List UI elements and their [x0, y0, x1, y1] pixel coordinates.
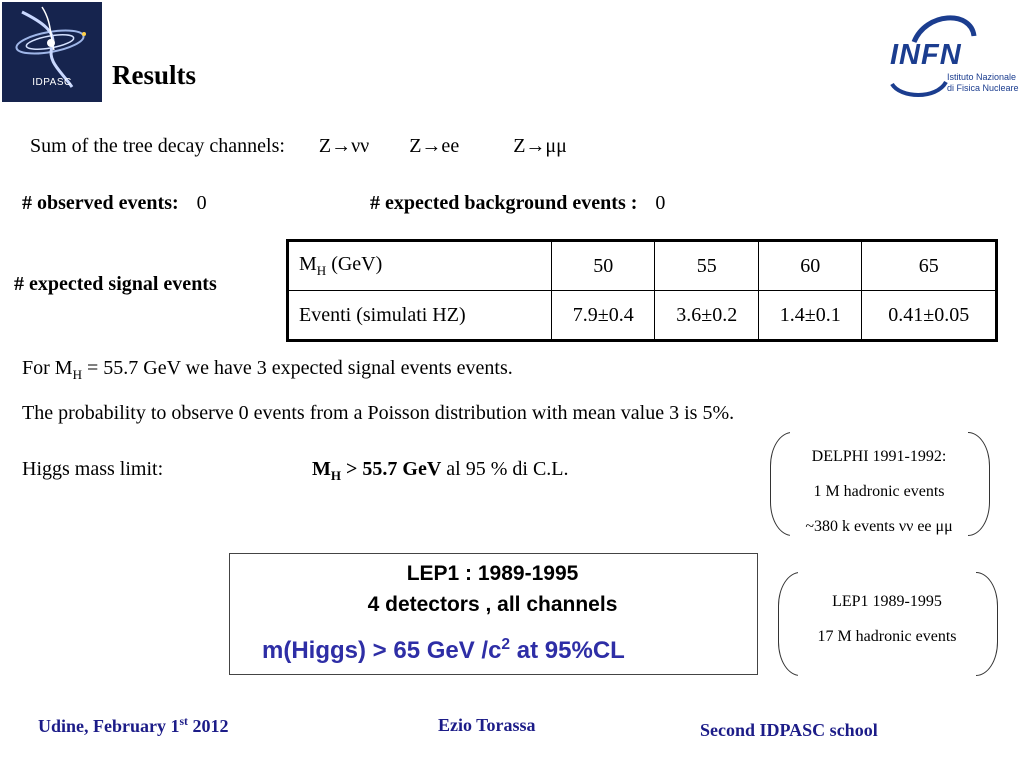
header-mass-subscript: H: [316, 263, 327, 278]
decay-channel: Z→νν: [318, 135, 370, 157]
expected-signal-label: # expected signal events: [14, 273, 217, 295]
higgs-limit-subscript: H: [330, 468, 342, 483]
expected-background-value: 0: [655, 192, 666, 214]
higgs-limit-symbol: M: [312, 458, 331, 480]
higgs-limit-label: Higgs mass limit:: [22, 458, 164, 480]
table-cell: 1.4±0.1: [758, 291, 861, 341]
table-header-cell: 65: [862, 241, 997, 291]
infn-logo: [886, 12, 1024, 102]
table-cell: 3.6±0.2: [655, 291, 758, 341]
footer-date-pre: Udine, February 1: [38, 716, 180, 736]
observed-events: [22, 192, 207, 215]
lep1-box-line2: 4 detectors , all channels: [367, 593, 618, 616]
para1-sub: H: [72, 367, 82, 382]
observed-events-value: 0: [196, 192, 207, 214]
higgs-limit-value: [312, 458, 569, 484]
infn-logo-subtitle: [947, 72, 1019, 94]
lep1-higgs-limit: [262, 636, 625, 665]
lep1-limit-text: m(Higgs) > 65 GeV /c: [262, 637, 502, 664]
lep1-note: [778, 584, 996, 654]
footer-date: [38, 715, 228, 737]
decay-channel: Z→ee: [409, 135, 460, 157]
signal-events-table: [286, 239, 998, 342]
lep1-note-line: LEP1 1989-1995: [832, 593, 942, 610]
lep1-limit-cl: at 95%CL: [510, 637, 625, 664]
infn-subtitle-line2: di Fisica Nucleare: [947, 83, 1019, 93]
para1-post: = 55.7 GeV we have 3 expected signal events events.: [81, 357, 513, 379]
lep1-note-line: 17 M hadronic events: [817, 628, 957, 645]
table-header-cell: 60: [758, 241, 861, 291]
table-row: [288, 291, 997, 341]
lep1-box-line1: LEP1 : 1989-1995: [406, 562, 579, 585]
table-row-label: Eventi (simulati HZ): [288, 291, 552, 341]
page-title: Results: [112, 60, 197, 90]
header-mass-unit: (GeV): [326, 253, 383, 275]
header-mass-symbol: M: [299, 253, 317, 275]
idpasc-logo-text: IDPASC: [32, 77, 72, 88]
footer-date-post: 2012: [187, 716, 229, 736]
table-cell: 0.41±0.05: [862, 291, 997, 341]
decay-channel: Z→μμ: [513, 135, 567, 157]
infn-subtitle-line1: Istituto Nazionale: [947, 72, 1017, 82]
expected-background: [370, 192, 665, 215]
infn-logo-name: INFN: [890, 39, 962, 71]
expected-background-label: # expected background events :: [370, 192, 638, 214]
delphi-note: [770, 439, 988, 544]
delphi-note-line: ~380 k events νν ee μμ: [805, 518, 953, 535]
delphi-note-line: DELPHI 1991-1992:: [811, 448, 947, 465]
table-header-label: [288, 241, 552, 291]
footer-school: Second IDPASC school: [700, 720, 878, 740]
delphi-note-line: 1 M hadronic events: [813, 483, 945, 500]
para1-pre: For M: [22, 357, 73, 379]
decay-channels-line: [30, 135, 567, 158]
footer-date-sup: st: [179, 715, 188, 728]
footer-author: Ezio Torassa: [438, 715, 536, 735]
expected-signal-sentence: [22, 357, 513, 383]
idpasc-logo: [2, 2, 102, 102]
decay-channels-label: Sum of the tree decay channels:: [30, 135, 285, 157]
poisson-probability-sentence: The probability to observe 0 events from a Poisson distribution with mean value 3 is 5%.: [22, 402, 735, 424]
lep1-limit-sup: 2: [501, 636, 511, 653]
table-header-cell: 50: [552, 241, 655, 291]
table-header-row: [288, 241, 997, 291]
table-cell: 7.9±0.4: [552, 291, 655, 341]
higgs-limit-number: > 55.7 GeV: [341, 458, 442, 480]
observed-events-label: # observed events:: [22, 192, 179, 214]
table-header-cell: 55: [655, 241, 758, 291]
higgs-limit-cl: al 95 % di C.L.: [441, 458, 569, 480]
